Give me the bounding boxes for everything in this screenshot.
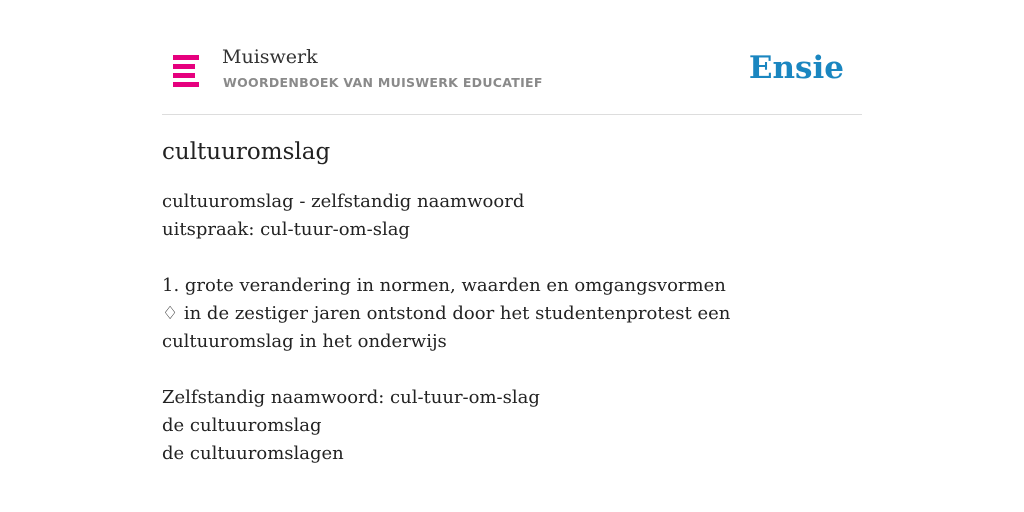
source-subtitle: WOORDENBOEK VAN MUISWERK EDUCATIEF [223, 75, 543, 90]
entry-line-word-type: cultuuromslag - zelfstandig naamwoord [162, 191, 525, 212]
entry-line-singular: de cultuuromslag [162, 415, 322, 436]
entry-line-example: ♢ in de zestiger jaren ontstond door het studentenprotest een cultuuromslag in het onderwijs [162, 303, 731, 352]
entry-line-plural: de cultuuromslagen [162, 443, 344, 464]
entry-line-blank [162, 356, 862, 384]
entry-line-pronunciation: uitspraak: cul-tuur-om-slag [162, 219, 410, 240]
ensie-logo[interactable]: Ensie [748, 50, 844, 86]
source-name[interactable]: Muiswerk [222, 46, 318, 68]
header [162, 42, 862, 115]
entry-title: cultuuromslag [162, 139, 331, 165]
entry-line-hyphenation: Zelfstandig naamwoord: cul-tuur-om-slag [162, 387, 540, 408]
entry-line-blank [162, 244, 862, 272]
entry-line-definition: 1. grote verandering in normen, waarden en omgangsvormen [162, 275, 726, 296]
entry-content [162, 136, 862, 468]
muiswerk-logo-icon[interactable] [173, 55, 199, 87]
